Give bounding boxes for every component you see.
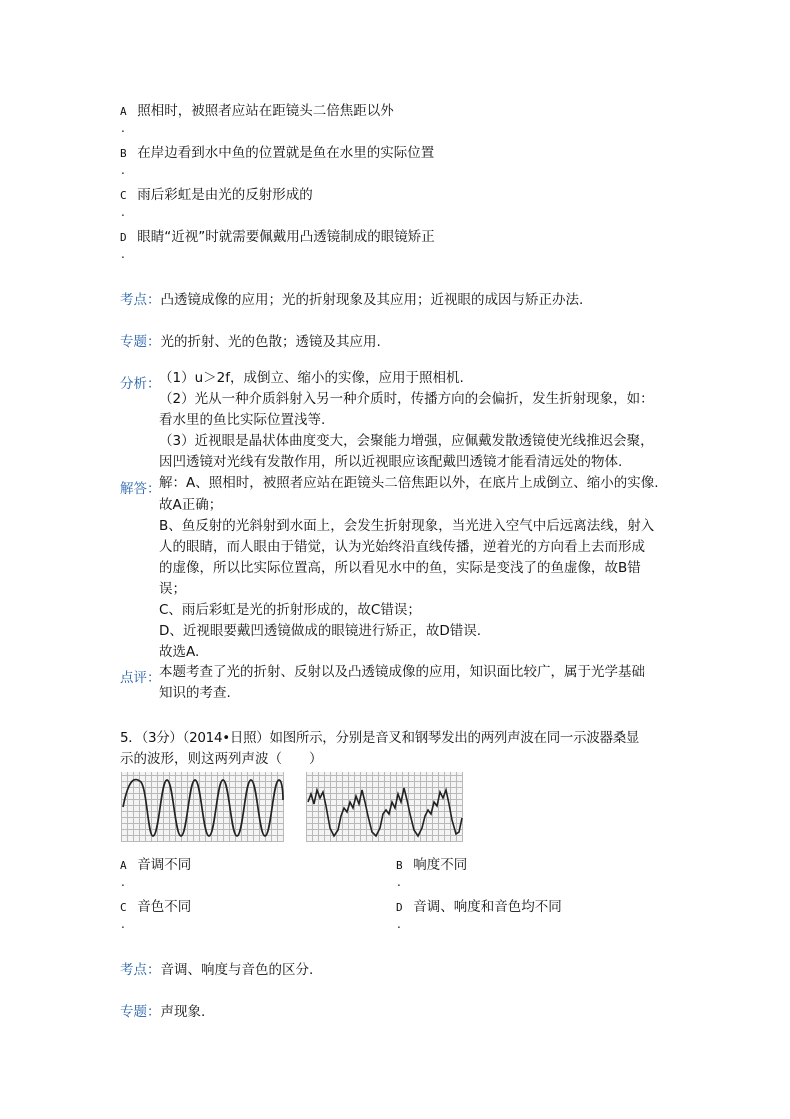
option-letter: A [120, 105, 127, 118]
bullet-dot: . [121, 205, 125, 219]
option-letter: B [120, 147, 127, 160]
option-letter: A [120, 859, 127, 872]
bullet-dot: . [397, 875, 401, 889]
q4-option-a [120, 99, 394, 119]
analysis-line: （3）近视眼是晶状体曲度变大，会聚能力增强，应佩戴发散透镜使光线推迟会聚， [159, 433, 654, 449]
answer-line: 故选A. [159, 644, 200, 660]
q4-option-d [120, 225, 435, 245]
q5-option-b [396, 853, 467, 873]
q5-option-d [396, 895, 562, 915]
section-text: 声现象. [160, 1004, 206, 1020]
q5-stem-line: 5．（3分）（2014•日照）如图所示，分别是音叉和钢琴发出的两列声波在同一示波器桑显 [120, 730, 640, 746]
q4-jieda-label: 解答： [120, 481, 161, 497]
q4-fenxi-label: 分析： [120, 376, 161, 392]
q4-kaodian [120, 288, 583, 308]
option-letter: D [120, 231, 127, 244]
option-text: 响度不同 [413, 857, 468, 873]
answer-line: B、鱼反射的光斜射到水面上，会发生折射现象，当光进入空气中后远离法线，射入 [159, 518, 655, 534]
piano-waveform-figure [306, 772, 463, 842]
q5-option-c [120, 895, 191, 915]
answer-line: 故A正确； [159, 497, 223, 513]
option-text: 音色不同 [137, 899, 192, 915]
option-letter: D [396, 901, 403, 914]
option-letter: C [120, 901, 127, 914]
analysis-line: （1）u＞2f，成倒立、缩小的实像，应用于照相机. [159, 370, 464, 386]
comment-line: 本题考查了光的折射、反射以及凸透镜成像的应用，知识面比较广，属于光学基础 [159, 664, 645, 680]
option-letter: C [120, 189, 127, 202]
comment-line: 知识的考查. [159, 685, 231, 701]
waveform-svg [306, 772, 463, 842]
option-text: 雨后彩虹是由光的反射形成的 [137, 187, 313, 203]
analysis-line: （2）光从一种介质斜射入另一种介质时，传播方向的会偏折，发生折射现象，如： [159, 391, 654, 407]
section-label: 考点： [120, 292, 161, 308]
answer-line: 的虚像，所以比实际位置高，所以看见水中的鱼，实际是变浅了的鱼虚像，故B错 [159, 560, 641, 576]
sine-wave-path [123, 780, 283, 836]
q4-zhuanti [120, 330, 381, 350]
answer-line: D、近视眼要戴凹透镜做成的眼镜进行矫正，故D错误. [159, 623, 482, 639]
option-text: 音调不同 [137, 857, 192, 873]
q5-stem-line: 示的波形，则这两列声波（ ） [120, 751, 323, 767]
tuning-fork-waveform-figure [121, 772, 284, 842]
answer-line: 人的眼睛，而人眼由于错觉，认为光始终沿直线传播，逆着光的方向看上去而形成 [159, 539, 645, 555]
bullet-dot: . [121, 247, 125, 261]
q4-option-b [120, 141, 434, 161]
bullet-dot: . [121, 163, 125, 177]
section-text: 音调、响度与音色的区分. [160, 962, 314, 978]
bullet-dot: . [121, 917, 125, 931]
answer-line: 误； [159, 581, 186, 597]
waveform-svg [121, 772, 284, 842]
analysis-line: 看水里的鱼比实际位置浅等. [159, 412, 326, 428]
bullet-dot: . [397, 917, 401, 931]
option-text: 照相时，被照者应站在距镜头二倍焦距以外 [137, 103, 394, 119]
bullet-dot: . [121, 121, 125, 135]
section-label: 考点： [120, 962, 161, 978]
q4-dianping-label: 点评： [120, 670, 161, 686]
q4-option-c [120, 183, 313, 203]
answer-line: 解：A、照相时，被照者应站在距镜头二倍焦距以外，在底片上成倒立、缩小的实像. [159, 475, 659, 491]
option-text: 在岸边看到水中鱼的位置就是鱼在水里的实际位置 [137, 145, 435, 161]
section-label: 专题： [120, 334, 161, 350]
option-letter: B [396, 859, 403, 872]
q5-zhuanti [120, 1000, 205, 1020]
section-text: 光的折射、光的色散；透镜及其应用. [160, 334, 381, 350]
complex-wave-path [308, 788, 462, 836]
analysis-line: 因凹透镜对光线有发散作用，所以近视眼应该配戴凹透镜才能看清远处的物体. [159, 454, 623, 470]
section-label: 专题： [120, 1004, 161, 1020]
option-text: 音调、响度和音色均不同 [413, 899, 562, 915]
section-text: 凸透镜成像的应用；光的折射现象及其应用；近视眼的成因与矫正办法. [160, 292, 584, 308]
q5-option-a [120, 853, 191, 873]
answer-line: C、雨后彩虹是光的折射形成的，故C错误； [159, 602, 421, 618]
q5-kaodian [120, 958, 313, 978]
option-text: 眼睛“近视”时就需要佩戴用凸透镜制成的眼镜矫正 [137, 229, 435, 245]
bullet-dot: . [121, 875, 125, 889]
